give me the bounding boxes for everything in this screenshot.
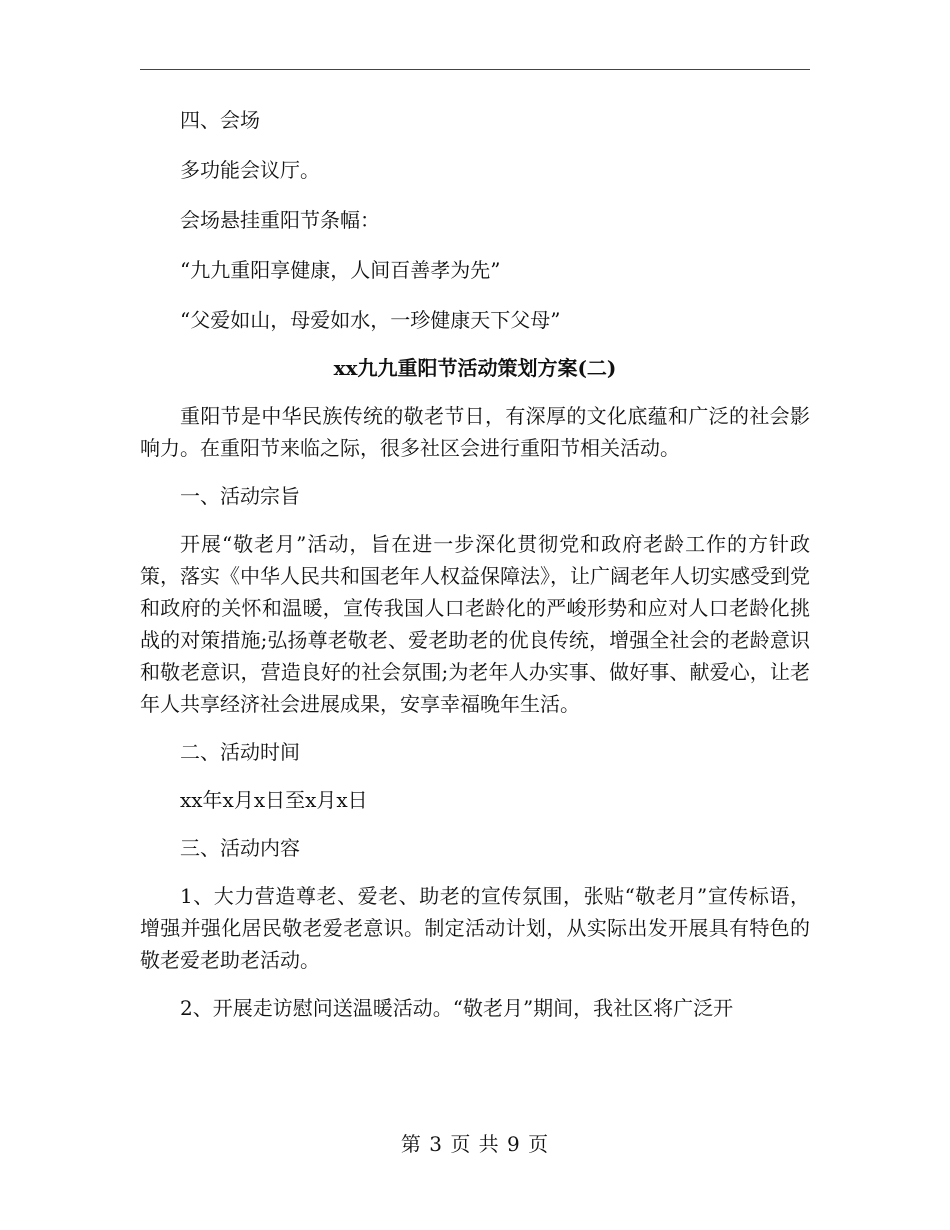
intro-paragraph: 重阳节是中华民族传统的敬老节日，有深厚的文化底蕴和广泛的社会影响力。在重阳节来临之际，很多社区会进行重阳节相关活动。 <box>140 404 810 460</box>
part1-body: 开展“敬老月”活动，旨在进一步深化贯彻党和政府老龄工作的方针政策，落实《中华人民共和国老年人权益保障法》，让广阔老年人切实感受到党和政府的关怀和温暖，宣传我国人口老龄化的严峻形势和应对人口老龄化挑战的对策措施;弘扬尊老敬老、爱老助老的优良传统，增强全社会的老龄意识和敬老意识，营造良好的社会氛围;为老年人办实事、做好事、献爱心，让老年人共享经济社会进展成果，安享幸福晚年生活。 <box>140 532 810 716</box>
page-number: 第 3 页 共 9 页 <box>400 1132 550 1156</box>
section4-heading: 四、会场 <box>180 108 260 132</box>
part2-heading: 二、活动时间 <box>180 740 300 764</box>
part3-item-2: 2、开展走访慰问送温暖活动。“敬老月”期间，我社区将广泛开 <box>180 996 734 1020</box>
header-rule <box>140 69 810 70</box>
part1-heading: 一、活动宗旨 <box>180 484 300 508</box>
part2-body: xx年x月x日至x月x日 <box>180 788 368 812</box>
doc-title: xx九九重阳节活动策划方案(二) <box>333 356 617 380</box>
part3-heading: 三、活动内容 <box>180 836 300 860</box>
part3-item-1: 1、大力营造尊老、爱老、助老的宣传氛围，张贴“敬老月”宣传标语，增强并强化居民敬老爱老意识。制定活动计划，从实际出发开展具有特色的敬老爱老助老活动。 <box>140 884 810 972</box>
section4-banner-intro: 会场悬挂重阳节条幅： <box>180 208 380 232</box>
section4-banner-1: “九九重阳享健康，人间百善孝为先” <box>180 258 501 282</box>
document-body <box>140 104 810 1024</box>
section4-banner-2: “父爱如山，母爱如水，一珍健康天下父母” <box>180 308 561 332</box>
section4-venue: 多功能会议厅。 <box>180 158 320 182</box>
